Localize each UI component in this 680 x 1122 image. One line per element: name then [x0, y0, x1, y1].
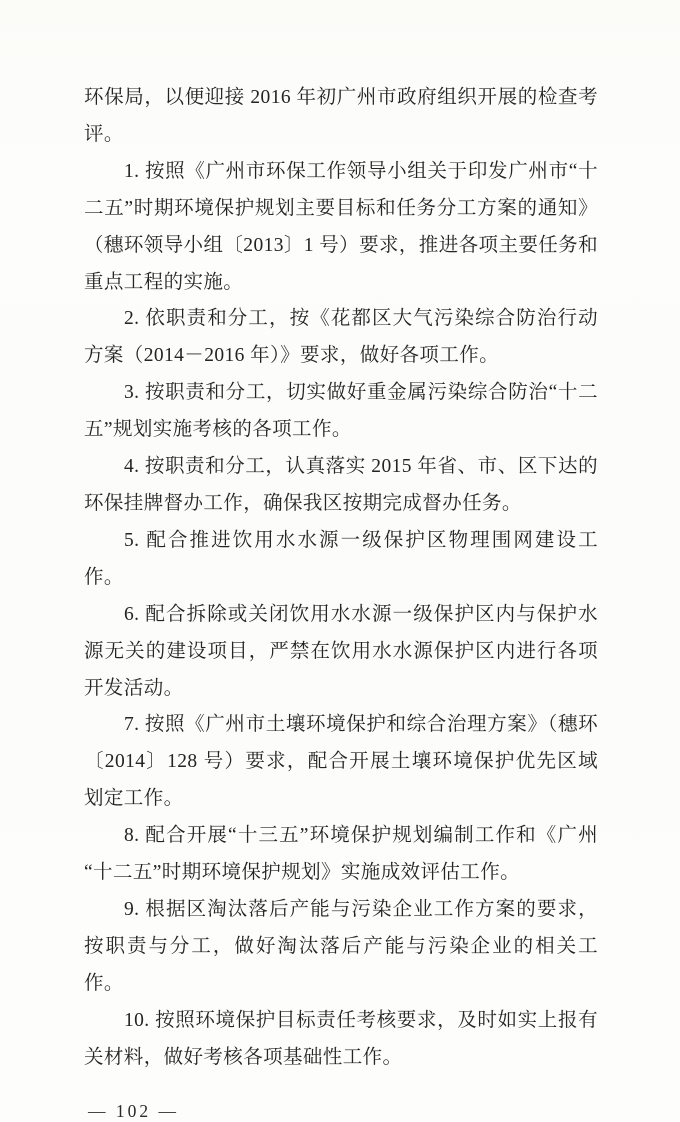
paragraph-2: 2. 依职责和分工，按《花都区大气污染综合防治行动方案（2014－2016 年）》要求，做好各项工作。 — [84, 308, 598, 367]
paragraph-8: 8. 配合开展“十三五”环境保护规划编制工作和《广州“十二五”时期环境保护规划》实施成效评估工作。 — [84, 825, 598, 884]
paragraph-1: 1. 按照《广州市环保工作领导小组关于印发广州市“十二五”时期环境保护规划主要目标和任务分工方案的通知》（穗环领导小组〔2013〕1 号）要求，推进各项主要任务和重点工程的实施。 — [84, 160, 598, 293]
paragraph-5: 5. 配合推进饮用水水源一级保护区物理围网建设工作。 — [84, 529, 598, 588]
document-body-text — [84, 80, 598, 1076]
paragraph-10: 10. 按照环境保护目标责任考核要求，及时如实上报有关材料，做好考核各项基础性工作。 — [84, 1009, 598, 1068]
continuation-line: 环保局，以便迎接 2016 年初广州市政府组织开展的检查考评。 — [84, 87, 598, 145]
paragraph-9: 9. 根据区淘汰落后产能与污染企业工作方案的要求，按职责与分工，做好淘汰落后产能与污染企业的相关工作。 — [84, 898, 598, 994]
page-number: — 102 — — [88, 1101, 179, 1122]
paragraph-4: 4. 按职责和分工，认真落实 2015 年省、市、区下达的环保挂牌督办工作，确保我区按期完成督办任务。 — [84, 456, 598, 514]
paragraph-3: 3. 按职责和分工，切实做好重金属污染综合防治“十二五”规划实施考核的各项工作。 — [84, 382, 598, 441]
paragraph-7: 7. 按照《广州市土壤环境保护和综合治理方案》（穗环〔2014〕128 号）要求，配合开展土壤环境保护优先区域划定工作。 — [84, 714, 598, 810]
paragraph-6: 6. 配合拆除或关闭饮用水水源一级保护区内与保护水源无关的建设项目，严禁在饮用水水源保护区内进行各项开发活动。 — [84, 603, 598, 699]
